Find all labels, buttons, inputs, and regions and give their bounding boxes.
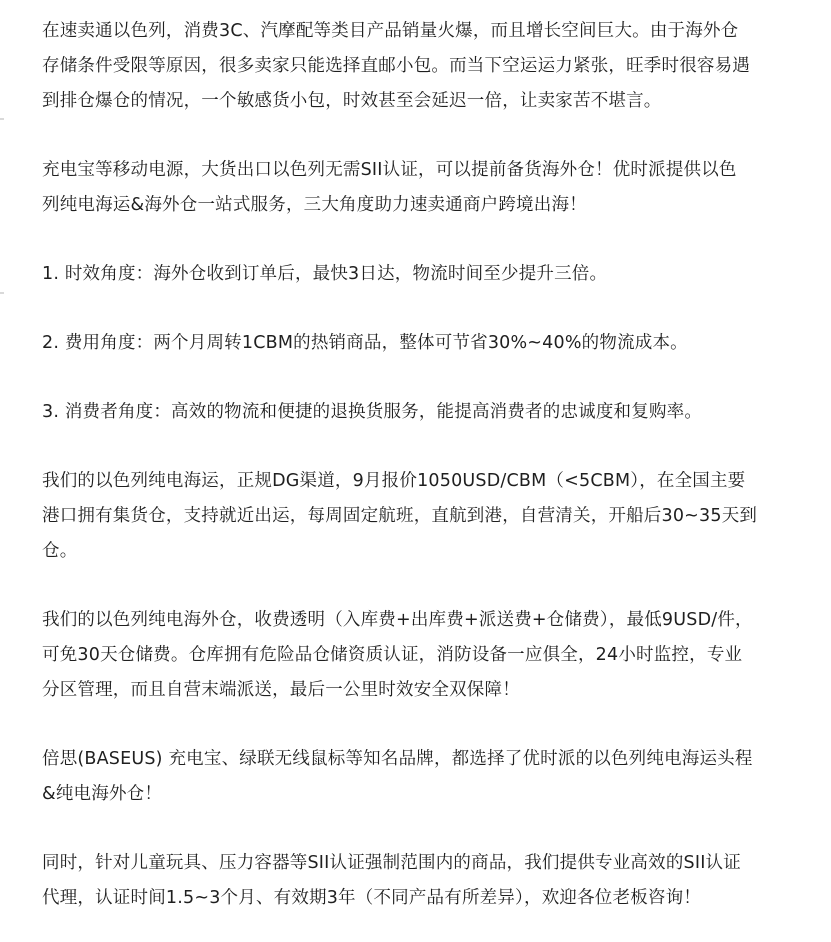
paragraph-point-consumer [42, 395, 812, 430]
text-line: 2. 费用角度：两个月周转1CBM的热销商品，整体可节省30%~40%的物流成本。 [42, 333, 688, 353]
text-line: 代理，认证时间1.5~3个月、有效期3年（不同产品有所差异），欢迎各位老板咨询！ [42, 888, 702, 908]
text-line: 同时，针对儿童玩具、压力容器等SII认证强制范围内的商品，我们提供专业高效的SII认证 [42, 853, 741, 873]
text-line: 可免30天仓储费。仓库拥有危险品仓储资质认证，消防设备一应俱全，24小时监控，专业 [42, 645, 743, 665]
article-body [42, 14, 812, 916]
left-edge-mark [0, 292, 4, 294]
text-line: 我们的以色列纯电海外仓，收费透明（入库费+出库费+派送费+仓储费），最低9USD/件， [42, 610, 753, 630]
text-line: 列纯电海运&海外仓一站式服务，三大角度助力速卖通商户跨境出海！ [42, 195, 587, 215]
paragraph-service [42, 153, 812, 223]
paragraph-sea-freight [42, 464, 812, 569]
text-line: 到排仓爆仓的情况，一个敏感货小包，时效甚至会延迟一倍，让卖家苦不堪言。 [42, 91, 662, 111]
text-line: 充电宝等移动电源，大货出口以色列无需SII认证，可以提前备货海外仓！优时派提供以色 [42, 160, 737, 180]
paragraph-point-timing [42, 257, 812, 292]
text-line: &纯电海外仓！ [42, 784, 163, 804]
text-line: 在速卖通以色列，消费3C、汽摩配等类目产品销量火爆，而且增长空间巨大。由于海外仓 [42, 21, 739, 41]
text-line: 仓。 [42, 541, 78, 561]
text-line: 3. 消费者角度：高效的物流和便捷的退换货服务，能提高消费者的忠诚度和复购率。 [42, 402, 703, 422]
text-line: 分区管理，而且自营末端派送，最后一公里时效安全双保障！ [42, 680, 520, 700]
text-line: 倍思(BASEUS) 充电宝、绿联无线鼠标等知名品牌，都选择了优时派的以色列纯电海运头程 [42, 749, 753, 769]
text-line: 1. 时效角度：海外仓收到订单后，最快3日达，物流时间至少提升三倍。 [42, 264, 608, 284]
paragraph-intro [42, 14, 812, 119]
paragraph-point-cost [42, 326, 812, 361]
text-line: 存储条件受限等原因，很多卖家只能选择直邮小包。而当下空运运力紧张，旺季时很容易遇 [42, 56, 750, 76]
left-edge-mark [0, 118, 4, 120]
paragraph-sii-certification [42, 846, 812, 916]
text-line: 我们的以色列纯电海运，正规DG渠道，9月报价1050USD/CBM（<5CBM），在全国主要 [42, 471, 746, 491]
text-line: 港口拥有集货仓，支持就近出运，每周固定航班，直航到港，自营清关，开船后30~35天到 [42, 506, 758, 526]
paragraph-brands [42, 742, 812, 812]
paragraph-warehouse [42, 603, 812, 708]
